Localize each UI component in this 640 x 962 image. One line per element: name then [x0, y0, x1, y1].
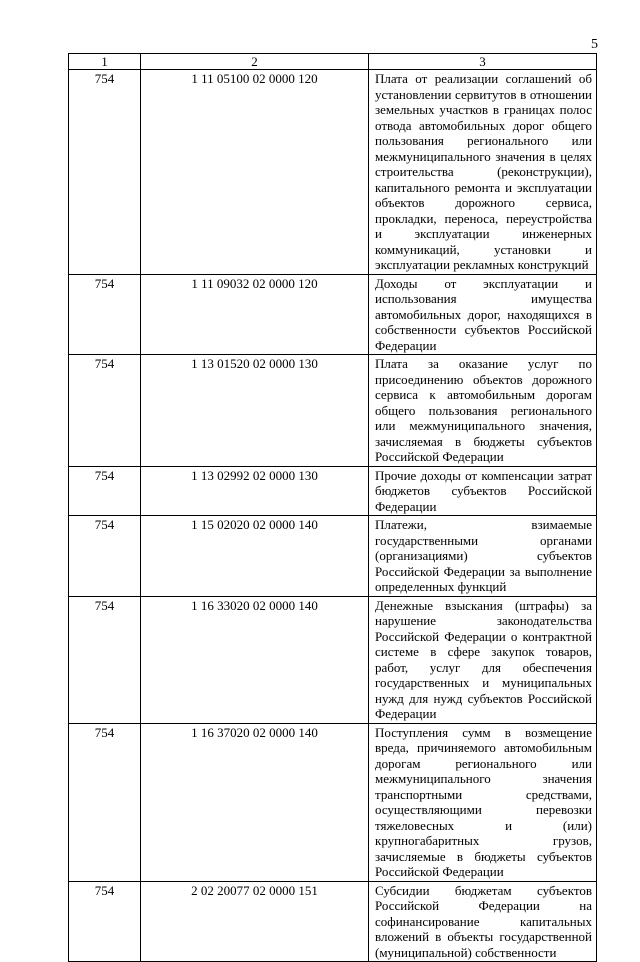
administrator-code-cell: 754	[69, 516, 141, 597]
administrator-code-cell: 754	[69, 355, 141, 467]
revenue-code-cell: 1 13 02992 02 0000 130	[141, 466, 369, 516]
table-row	[69, 516, 597, 597]
revenue-code-cell: 1 13 01520 02 0000 130	[141, 355, 369, 467]
table-header-row	[69, 54, 597, 70]
revenue-description-cell: Доходы от эксплуатации и использования имущества автомобильных дорог, находящихся в собственности субъектов Российской Федерации	[369, 274, 597, 355]
revenue-code-cell: 1 16 37020 02 0000 140	[141, 723, 369, 881]
administrator-code-cell: 754	[69, 274, 141, 355]
administrator-code-cell: 754	[69, 466, 141, 516]
revenue-description-cell: Плата за оказание услуг по присоединению объектов дорожного сервиса к автомобильным дорогам общего пользования регионального или межмуниципального значения, зачисляемая в бюджеты субъектов Российской Федерации	[369, 355, 597, 467]
administrator-code-cell: 754	[69, 723, 141, 881]
revenue-description-cell: Субсидии бюджетам субъектов Российской Федерации на софинансирование капитальных вложений в объекты государственной (муниципальной) собственности	[369, 881, 597, 962]
revenue-code-cell: 1 16 33020 02 0000 140	[141, 596, 369, 723]
revenue-code-cell: 1 11 05100 02 0000 120	[141, 70, 369, 275]
administrator-code-cell: 754	[69, 596, 141, 723]
revenue-description-cell: Прочие доходы от компенсации затрат бюджетов субъектов Российской Федерации	[369, 466, 597, 516]
column-header-1: 1	[69, 54, 141, 70]
table-row	[69, 723, 597, 881]
revenue-description-cell: Денежные взыскания (штрафы) за нарушение законодательства Российской Федерации о контрактной системе в сфере закупок товаров, работ, услуг для обеспечения государственных и муниципальных нужд для нужд субъектов Российской Федерации	[369, 596, 597, 723]
page-number: 5	[591, 37, 598, 52]
column-header-2: 2	[141, 54, 369, 70]
revenue-code-cell: 1 15 02020 02 0000 140	[141, 516, 369, 597]
table-row	[69, 466, 597, 516]
revenue-code-cell: 1 11 09032 02 0000 120	[141, 274, 369, 355]
budget-revenue-table	[68, 53, 597, 962]
table-row	[69, 355, 597, 467]
revenue-description-cell: Поступления сумм в возмещение вреда, причиняемого автомобильным дорогам регионального или межмуниципального значения транспортными средствами, осуществляющими перевозки тяжеловесных и (или) крупногабаритных грузов, зачисляемые в бюджеты субъектов Российской Федерации	[369, 723, 597, 881]
column-header-3: 3	[369, 54, 597, 70]
table-row	[69, 274, 597, 355]
table-row	[69, 881, 597, 962]
revenue-description-cell: Плата от реализации соглашений об установлении сервитутов в отношении земельных участков в границах полос отвода автомобильных дорог общего пользования регионального или межмуниципального значения в целях строительства (реконструкции), капитального ремонта и эксплуатации объектов дорожного сервиса, прокладки, переноса, переустройства и эксплуатации инженерных коммуникаций, установки и эксплуатации рекламных конструкций	[369, 70, 597, 275]
administrator-code-cell: 754	[69, 70, 141, 275]
revenue-code-cell: 2 02 20077 02 0000 151	[141, 881, 369, 962]
table-row	[69, 70, 597, 275]
administrator-code-cell: 754	[69, 881, 141, 962]
revenue-description-cell: Платежи, взимаемые государственными органами (организациями) субъектов Российской Федерации за выполнение определенных функций	[369, 516, 597, 597]
table-row	[69, 596, 597, 723]
